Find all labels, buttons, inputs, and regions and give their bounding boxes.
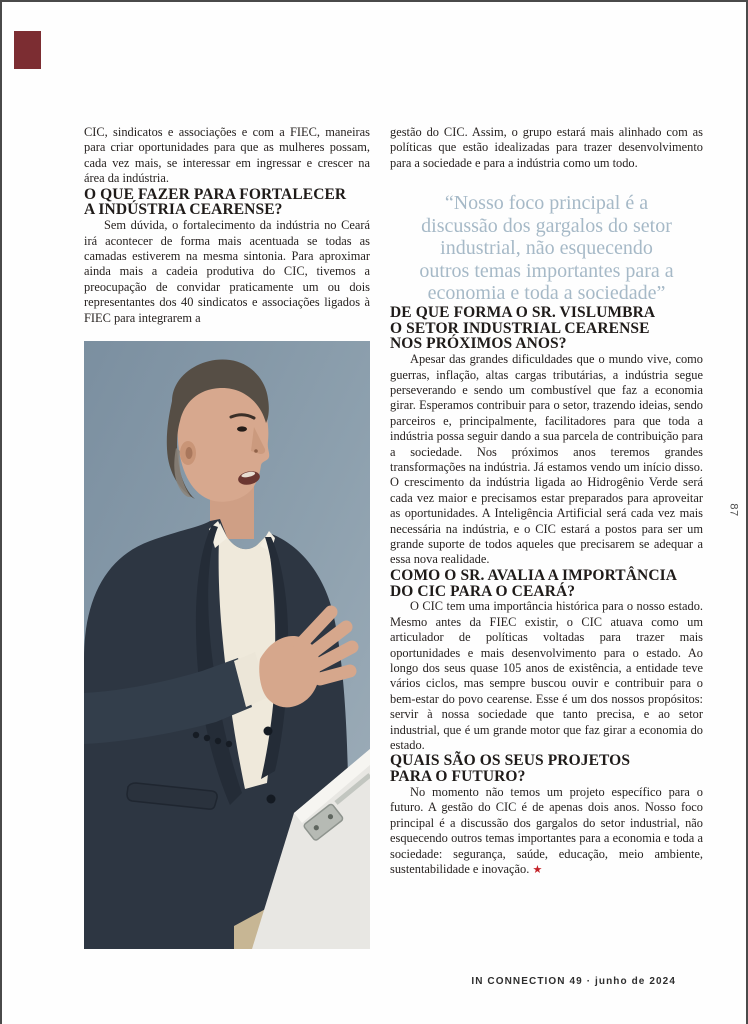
corner-accent-mark — [14, 31, 41, 69]
heading-line: DO CIC PARA O CEARÁ? — [390, 582, 576, 600]
section-body-projetos — [390, 785, 703, 878]
heading-line: DE QUE FORMA O SR. VISLUMBRA — [390, 303, 656, 321]
eye — [237, 426, 247, 431]
interview-photo — [84, 341, 370, 949]
heading-line: O SETOR INDUSTRIAL CEARENSE — [390, 319, 650, 337]
section-body-vislumbra: Apesar das grandes dificuldades que o mundo vive, como guerras, inflação, altas cargas tributárias, a indústria segue perseverando e sendo um combustível que faz a economia girar. Esperamos contribuir para o setor, trazendo ideias, sendo parceiros e, principalmente, facilitadores para que toda a indústria possa seguir dando a sua parcela de contribuição para a sociedade. Nos próximos anos teremos grandes transformações na indústria. Já estamos vendo um início disso. O crescimento da indústria ligada ao Hidrogênio Verde será cada vez maior e precisamos estar preparados para aproveitar as oportunidades. A Inteligência Artificial será cada vez mais necessária na indústria, e o CIC estará a postos para ser um grande suporte de todos aqueles que precisarem se adequar a essa nova realidade. — [390, 352, 703, 567]
pull-quote-line: discussão dos gargalos do setor — [421, 214, 672, 237]
jacket-button — [264, 727, 273, 736]
section-heading-importancia — [390, 568, 703, 600]
pull-quote — [390, 192, 703, 305]
pull-quote-line: outros temas importantes para a — [419, 259, 674, 282]
section-body-importancia: O CIC tem uma importância histórica para o nosso estado. Mesmo antes da FIEC existir, o CIC atuava como um articulador de políticas voltadas para trazer mais oportunidades e mais desenvolvimento para o estado. Ao longo dos seus quase 105 anos de existência, a entidade teve vários ciclos, mas sempre buscou ouvir e contribuir para o bem-estar do povo cearense. Esse é um dos nossos propósitos: servir à nossa sociedade que tanto precisa, e ao setor industrial, que é um grande motor que faz girar a economia do estado. — [390, 599, 703, 753]
heading-line: PARA O FUTURO? — [390, 768, 526, 786]
heading-line: NOS PRÓXIMOS ANOS? — [390, 335, 567, 353]
speaker-photo-illustration — [84, 341, 370, 949]
section-body-text: No momento não temos um projeto específico para o futuro. A gestão do CIC é de apenas dois anos. Nosso foco principal é a discussão dos gargalos do setor industrial, não esquecendo outros temas importantes para a economia e toda a sociedade: segurança, saúde, educação, meio ambiente, sustentabilidade e inovação. — [390, 785, 703, 877]
heading-line: QUAIS SÃO OS SEUS PROJETOS — [390, 752, 631, 770]
right-column — [390, 125, 703, 878]
page-number: 87 — [727, 503, 740, 517]
section-heading-vislumbra — [390, 305, 703, 352]
section-heading-fortalecer — [84, 187, 370, 219]
heading-line: A INDÚSTRIA CEARENSE? — [84, 201, 283, 219]
continuation-paragraph-left: CIC, sindicatos e associações e com a FIEC, maneiras para criar oportunidades para que as mulheres possam, cada vez mais, se interessar em ingressar e crescer na área da indústria. — [84, 125, 370, 186]
pull-quote-line: “Nosso foco principal é a — [444, 192, 649, 215]
pull-quote-line: industrial, não esquecendo — [440, 237, 653, 260]
continuation-paragraph-right: gestão do CIC. Assim, o grupo estará mais alinhado com as políticas que estão idealizadas para trazer desenvolvimento para a sociedade e para a indústria como um todo. — [390, 125, 703, 170]
end-star-icon: ★ — [532, 864, 543, 877]
section-body-fortalecer: Sem dúvida, o fortalecimento da indústria no Ceará irá acontecer de forma mais acentuada se todas as camadas estiverem na mesma sintonia. Para aproximar ainda mais a cadeia produtiva do CIC, tivemos a preocupação de convidar praticamente um ou dois representantes dos 40 sindicatos e associações ligados à FIEC para integrarem a — [84, 218, 370, 325]
jacket-button — [267, 795, 276, 804]
heading-line: O QUE FAZER PARA FORTALECER — [84, 185, 347, 203]
footer-text: IN CONNECTION 49 · junho de 2024 — [471, 976, 676, 987]
pull-quote-line: economia e toda a sociedade” — [427, 282, 666, 305]
ear-inner — [186, 447, 193, 459]
nostril — [254, 449, 258, 453]
section-heading-projetos — [390, 753, 703, 785]
left-column — [84, 125, 370, 326]
heading-line: COMO O SR. AVALIA A IMPORTÂNCIA — [390, 566, 678, 584]
